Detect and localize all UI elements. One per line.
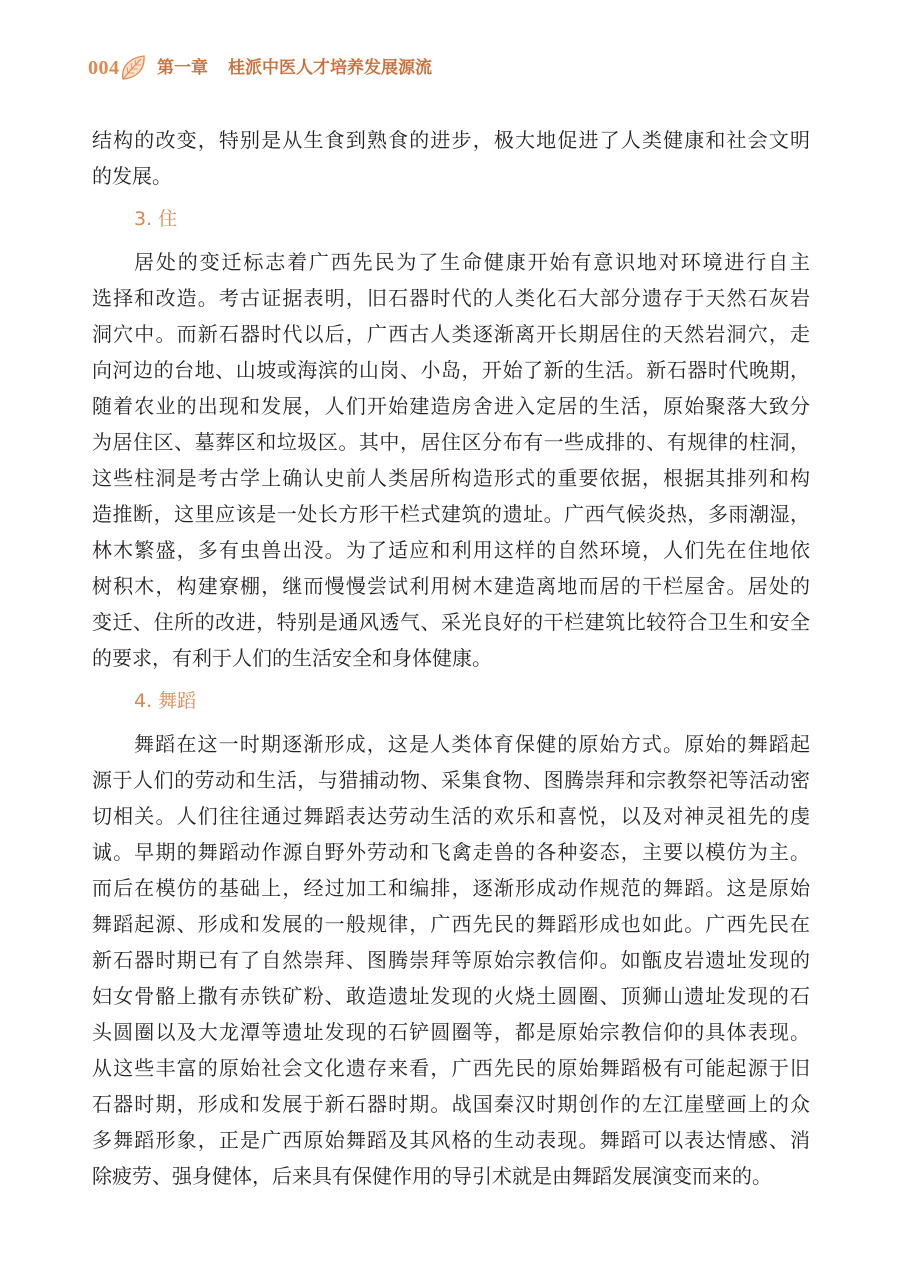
text-line: 为居住区、墓葬区和垃圾区。其中，居住区分布有一些成排的、有规律的柱洞， (92, 430, 810, 454)
text-line: 舞蹈起源、形成和发展的一般规律，广西先民的舞蹈形成也如此。广西先民在 (92, 912, 810, 936)
page-number: 004 (88, 57, 120, 79)
text-line: 头圆圈以及大龙潭等遗址发现的石铲圆圈等，都是原始宗教信仰的具体表现。 (92, 1020, 810, 1044)
text-line: 选择和改造。考古证据表明，旧石器时代的人类化石大部分遗存于天然石灰岩 (92, 286, 810, 310)
text-line: 新石器时期已有了自然崇拜、图腾崇拜等原始宗教信仰。如甑皮岩遗址发现的 (92, 948, 810, 972)
leaf-icon (118, 53, 148, 83)
section-heading: 3. 住 (134, 208, 178, 230)
text-line: 洞穴中。而新石器时代以后，广西古人类逐渐离开长期居住的天然岩洞穴，走 (92, 322, 810, 346)
section-heading: 4. 舞蹈 (134, 690, 197, 712)
text-line: 多舞蹈形象，正是广西原始舞蹈及其风格的生动表现。舞蹈可以表达情感、消 (92, 1128, 810, 1152)
text-line: 舞蹈在这一时期逐渐形成，这是人类体育保健的原始方式。原始的舞蹈起 (134, 732, 810, 756)
text-line: 随着农业的出现和发展，人们开始建造房舍进入定居的生活，原始聚落大致分 (92, 394, 810, 418)
text-line: 变迁、住所的改进，特别是通风透气、采光良好的干栏建筑比较符合卫生和安全 (92, 610, 810, 634)
body-text (92, 122, 810, 1194)
text-line: 石器时期，形成和发展于新石器时期。战国秦汉时期创作的左江崖壁画上的众 (92, 1092, 810, 1116)
text-line: 除疲劳、强身健体，后来具有保健作用的导引术就是由舞蹈发展演变而来的。 (92, 1164, 772, 1188)
chapter-label: 第一章 (157, 58, 208, 78)
text-line: 切相关。人们往往通过舞蹈表达劳动生活的欢乐和喜悦，以及对神灵祖先的虔 (92, 804, 810, 828)
text-line: 而后在模仿的基础上，经过加工和编排，逐渐形成动作规范的舞蹈。这是原始 (92, 876, 810, 900)
text-line: 这些柱洞是考古学上确认史前人类居所构造形式的重要依据，根据其排列和构 (92, 466, 810, 490)
text-line: 居处的变迁标志着广西先民为了生命健康开始有意识地对环境进行自主 (134, 250, 810, 274)
chapter-title: 桂派中医人才培养发展源流 (228, 58, 432, 78)
text-line: 林木繁盛，多有虫兽出没。为了适应和利用这样的自然环境，人们先在住地依 (92, 538, 810, 562)
text-line: 从这些丰富的原始社会文化遗存来看，广西先民的原始舞蹈极有可能起源于旧 (92, 1056, 810, 1080)
text-line: 的发展。 (92, 164, 172, 188)
text-line: 向河边的台地、山坡或海滨的山岗、小岛，开始了新的生活。新石器时代晚期， (92, 358, 810, 382)
text-line: 源于人们的劳动和生活，与猎捕动物、采集食物、图腾崇拜和宗教祭祀等活动密 (92, 768, 810, 792)
text-line: 妇女骨骼上撒有赤铁矿粉、敢造遗址发现的火烧土圆圈、顶狮山遗址发现的石 (92, 984, 810, 1008)
text-line: 的要求，有利于人们的生活安全和身体健康。 (92, 646, 492, 670)
text-line: 结构的改变，特别是从生食到熟食的进步，极大地促进了人类健康和社会文明 (92, 128, 810, 152)
text-line: 树积木，构建寮棚，继而慢慢尝试利用树木建造离地而居的干栏屋舍。居处的 (92, 574, 810, 598)
text-line: 造推断，这里应该是一处长方形干栏式建筑的遗址。广西气候炎热，多雨潮湿， (92, 502, 810, 526)
text-line: 诚。早期的舞蹈动作源自野外劳动和飞禽走兽的各种姿态，主要以模仿为主。 (92, 840, 810, 864)
